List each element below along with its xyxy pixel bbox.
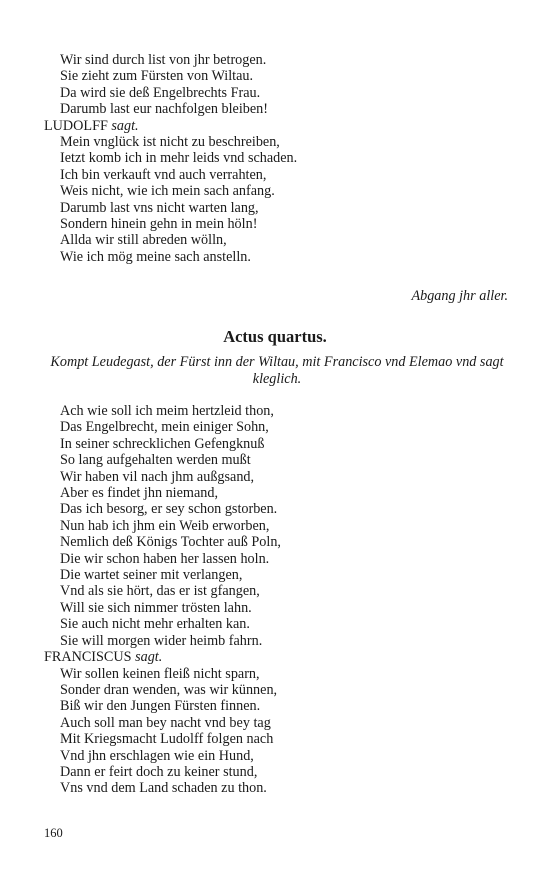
verse-line: Vnd als sie hört, das er ist gfangen, [60, 583, 260, 600]
speaker-line [0, 649, 550, 665]
verse-line: Sie will morgen wider heimb fahrn. [60, 632, 263, 649]
act-heading: Actus quartus. [223, 327, 327, 346]
stage-direction-exit-text: Abgang jhr aller. [411, 288, 508, 304]
verse-line: Weis nicht, wie ich mein sach anfang. [60, 183, 275, 200]
verse-line: Wie ich mög meine sach anstelln. [60, 248, 251, 265]
verse-line: Sondern hinein gehn in mein höln! [60, 216, 258, 233]
verse-line: Will sie sich nimmer trösten lahn. [60, 599, 252, 616]
verse-line: Nemlich deß Königs Tochter auß Poln, [60, 534, 281, 551]
verse-line: Die wartet seiner mit verlangen, [60, 567, 243, 584]
verse-line: Wir haben vil nach jhm außgsand, [60, 468, 255, 485]
verse-line: Darumb last eur nachfolgen bleiben! [60, 101, 269, 118]
speaker-name: LUDOLFF [44, 117, 108, 134]
verse-line: Wir sollen keinen fleiß nicht sparn, [60, 665, 260, 682]
verse-line: Biß wir den Jungen Fürsten finnen. [60, 698, 261, 715]
verse-line: Sonder dran wenden, was wir künnen, [60, 681, 278, 698]
verse-line: Das ich besorg, er sey schon gstorben. [60, 501, 278, 518]
verse-block-2 [0, 403, 550, 797]
verse-line: Ietzt komb ich in mehr leids vnd schaden. [60, 150, 298, 167]
verse-line: Ach wie soll ich meim hertzleid thon, [60, 403, 274, 419]
verse-line: Aber es findet jhn niemand, [60, 485, 218, 502]
speaker-line [0, 118, 550, 134]
verse-line: Darumb last vns nicht warten lang, [60, 199, 259, 216]
verse-line: Vns vnd dem Land schaden zu thon. [60, 780, 267, 797]
verse-line: Sie auch nicht mehr erhalten kan. [60, 616, 250, 633]
verse-line: Die wir schon haben her lassen holn. [60, 550, 270, 567]
verse-line: Sie zieht zum Fürsten von Wiltau. [60, 68, 254, 85]
verse-line: In seiner schrecklichen Gefengknuß [60, 435, 265, 452]
verse-line: Mein vnglück ist nicht zu beschreiben, [60, 134, 280, 151]
verse-line: Das Engelbrecht, mein einiger Sohn, [60, 419, 269, 436]
verse-line: Ich bin verkauft vnd auch verrahten, [60, 166, 267, 183]
speaker-tag: sagt. [135, 649, 163, 666]
verse-line: Allda wir still abreden wölln, [60, 232, 227, 249]
page-number: 160 [44, 826, 63, 840]
verse-line: Auch soll man bey nacht vnd bey tag [60, 714, 271, 731]
speaker-tag: sagt. [111, 117, 139, 134]
speaker-name: FRANCISCUS [44, 649, 132, 666]
verse-line: Mit Kriegsmacht Ludolff folgen nach [60, 731, 274, 748]
stage-direction-exit [0, 287, 510, 305]
verse-line: So lang aufgehalten werden mußt [60, 452, 251, 469]
verse-line: Wir sind durch list von jhr betrogen. [60, 52, 267, 68]
stage-direction-entry: Kompt Leudegast, der Fürst inn der Wiltau, mit Francisco vnd Elemao vnd sagt kleglich. [50, 354, 504, 387]
verse-line: Vnd jhn erschlagen wie ein Hund, [60, 747, 254, 764]
verse-line: Da wird sie deß Engelbrechts Frau. [60, 84, 261, 101]
verse-block-1 [0, 52, 550, 265]
verse-line: Dann er feirt doch zu keiner stund, [60, 763, 258, 780]
verse-line: Nun hab ich jhm ein Weib erworben, [60, 517, 270, 534]
